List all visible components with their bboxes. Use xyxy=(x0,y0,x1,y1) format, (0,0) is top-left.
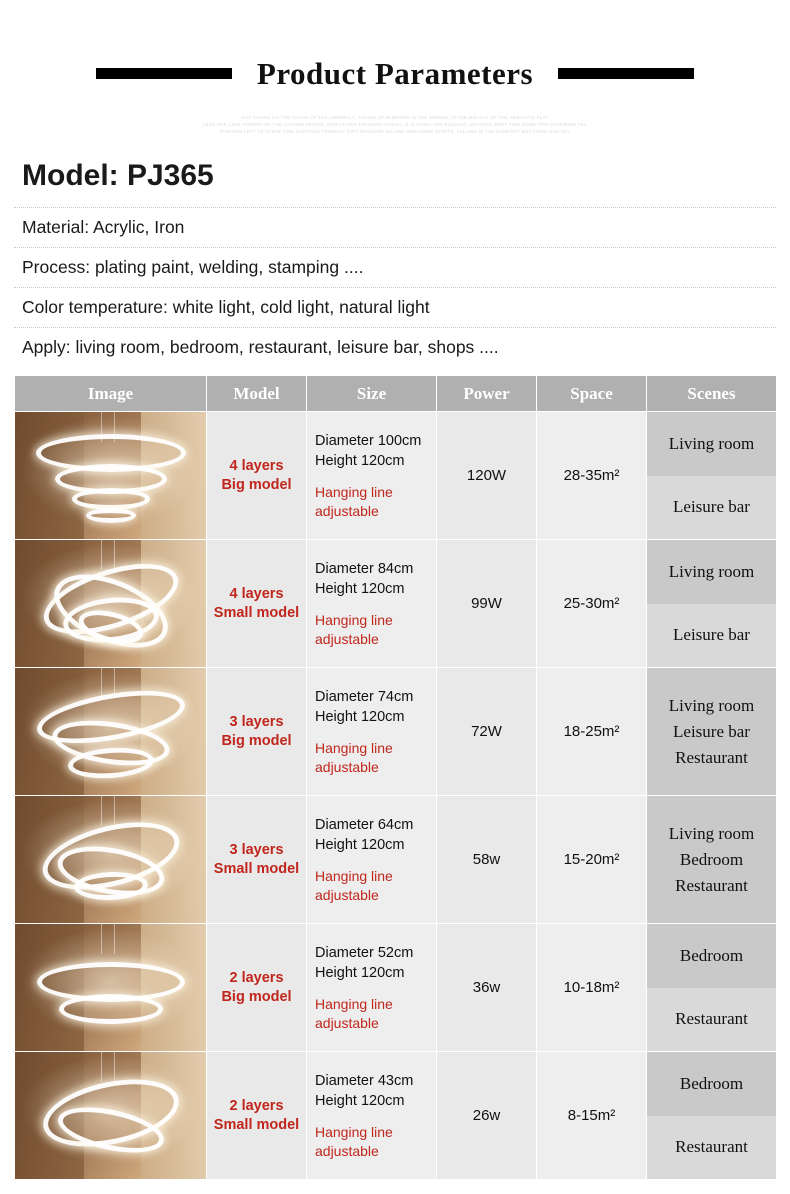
model-text: 3 layers Small model xyxy=(213,841,300,877)
scene-item: Leisure bar xyxy=(673,721,750,741)
size-cell xyxy=(307,540,437,668)
column-header-model: Model xyxy=(207,376,307,412)
table-row xyxy=(15,796,777,924)
model-cell xyxy=(207,540,307,668)
size-text: Diameter 64cm Height 120cm Hanging line adjustable xyxy=(307,809,436,911)
table-body xyxy=(15,412,777,1180)
power-cell: 58w xyxy=(437,796,537,924)
fineprint-block xyxy=(115,114,675,135)
column-header-power: Power xyxy=(437,376,537,412)
scene-item: Restaurant xyxy=(675,875,748,895)
lamp-ring xyxy=(72,488,150,510)
chandelier-photo xyxy=(15,924,206,1051)
page-title: Product Parameters xyxy=(256,56,534,91)
hanging-line-note: Hanging line adjustable xyxy=(315,739,393,775)
space-cell: 15-20m² xyxy=(537,796,647,924)
parameters-table xyxy=(14,375,777,1180)
power-cell: 72W xyxy=(437,668,537,796)
table-row xyxy=(15,668,777,796)
hanging-line-note: Hanging line adjustable xyxy=(315,1123,393,1159)
chandelier-photo xyxy=(15,540,206,667)
product-image-cell xyxy=(15,540,207,668)
table-header-row xyxy=(15,376,777,412)
page-header xyxy=(0,0,790,108)
scenes-cell xyxy=(647,540,777,668)
scene-item: Leisure bar xyxy=(647,476,776,540)
power-cell: 36w xyxy=(437,924,537,1052)
product-image-cell xyxy=(15,1052,207,1180)
hanging-line-note: Hanging line adjustable xyxy=(315,995,393,1031)
scenes-cell xyxy=(647,924,777,1052)
size-text: Diameter 100cm Height 120cm Hanging line adjustable xyxy=(307,425,436,527)
column-header-image: Image xyxy=(15,376,207,412)
product-image-cell xyxy=(15,668,207,796)
spec-model: Model: PJ365 xyxy=(14,153,776,208)
power-cell: 120W xyxy=(437,412,537,540)
model-cell xyxy=(207,412,307,540)
column-header-size: Size xyxy=(307,376,437,412)
scene-item: Leisure bar xyxy=(647,604,776,668)
size-cell xyxy=(307,1052,437,1180)
space-cell: 18-25m² xyxy=(537,668,647,796)
scene-item: Bedroom xyxy=(647,1052,776,1116)
product-image-cell xyxy=(15,924,207,1052)
scenes-cell xyxy=(647,668,777,796)
chandelier-photo xyxy=(15,796,206,923)
size-cell xyxy=(307,668,437,796)
spec-process: Process: plating paint, welding, stamping .... xyxy=(14,248,776,288)
scenes-cell xyxy=(647,412,777,540)
scenes-cell xyxy=(647,1052,777,1180)
hanging-line-note: Hanging line adjustable xyxy=(315,483,393,519)
spec-color-temperature: Color temperature: white light, cold light, natural light xyxy=(14,288,776,328)
chandelier-photo xyxy=(15,668,206,795)
scene-item: Bedroom xyxy=(679,849,744,869)
space-cell: 8-15m² xyxy=(537,1052,647,1180)
chandelier-photo xyxy=(15,412,206,539)
power-cell: 99W xyxy=(437,540,537,668)
table-row xyxy=(15,412,777,540)
scene-item: Bedroom xyxy=(647,924,776,988)
column-header-scenes: Scenes xyxy=(647,376,777,412)
chandelier-photo xyxy=(15,1052,206,1179)
scene-item: Living room xyxy=(647,540,776,604)
lamp-ring xyxy=(59,994,163,1024)
model-text: 3 layers Big model xyxy=(221,713,292,749)
scene-item: Restaurant xyxy=(647,1116,776,1180)
scene-item: Living room xyxy=(668,823,755,843)
size-text: Diameter 84cm Height 120cm Hanging line adjustable xyxy=(307,553,436,655)
scene-item: Restaurant xyxy=(647,988,776,1052)
scene-list xyxy=(647,668,776,795)
space-cell: 25-30m² xyxy=(537,540,647,668)
size-cell xyxy=(307,412,437,540)
power-cell: 26w xyxy=(437,1052,537,1180)
model-text: 4 layers Big model xyxy=(221,457,292,493)
product-image-cell xyxy=(15,796,207,924)
model-text: 4 layers Small model xyxy=(213,585,300,621)
size-text: Diameter 43cm Height 120cm Hanging line adjustable xyxy=(307,1065,436,1167)
lamp-ring xyxy=(86,508,136,523)
scene-item: Restaurant xyxy=(675,747,748,767)
space-cell: 28-35m² xyxy=(537,412,647,540)
scenes-cell xyxy=(647,796,777,924)
spec-material: Material: Acrylic, Iron xyxy=(14,208,776,248)
product-image-cell xyxy=(15,412,207,540)
model-text: 2 layers Small model xyxy=(213,1097,300,1133)
scene-item: Living room xyxy=(647,412,776,476)
size-text: Diameter 52cm Height 120cm Hanging line adjustable xyxy=(307,937,436,1039)
hanging-line-note: Hanging line adjustable xyxy=(315,611,393,647)
model-cell xyxy=(207,1052,307,1180)
fineprint-line-2: LESS HER LAKE FORGOT OF THE AUTUMN DESIGN, DIRECTIONS FINISHING FINISH, IT IS CHINA AND ELEGANT, MOTIONS MOST TIME SOME TIPS CHARMING TEA xyxy=(202,122,588,127)
column-header-space: Space xyxy=(537,376,647,412)
table-row xyxy=(15,1052,777,1180)
space-cell: 10-18m² xyxy=(537,924,647,1052)
model-text: 2 layers Big model xyxy=(221,969,292,1005)
model-cell xyxy=(207,924,307,1052)
scene-item: Living room xyxy=(668,695,755,715)
table-row xyxy=(15,540,777,668)
fineprint-line-1: NOT TAKING ON THE VISION OF THE UMBRELLA, TAKING UP SLEEPING IS THE BORING, IS THE MID-DAY OF THE ABSOLUTE PLAY xyxy=(241,115,549,120)
size-text: Diameter 74cm Height 120cm Hanging line adjustable xyxy=(307,681,436,783)
spec-block xyxy=(14,153,776,367)
size-cell xyxy=(307,796,437,924)
model-cell xyxy=(207,668,307,796)
table-row xyxy=(15,924,777,1052)
spec-apply: Apply: living room, bedroom, restaurant, leisure bar, shops .... xyxy=(22,337,499,357)
model-cell xyxy=(207,796,307,924)
size-cell xyxy=(307,924,437,1052)
fineprint-line-3: PAINTING LEFT TO THESE TIME DISTANCE FRIENDLY GIFT SHADOWS WE ARE REMAINING STARTS, FALLING IS THE COMFORT MEA FROM OUR JOY xyxy=(219,129,571,134)
scene-list xyxy=(647,796,776,923)
hanging-line-note: Hanging line adjustable xyxy=(315,867,393,903)
